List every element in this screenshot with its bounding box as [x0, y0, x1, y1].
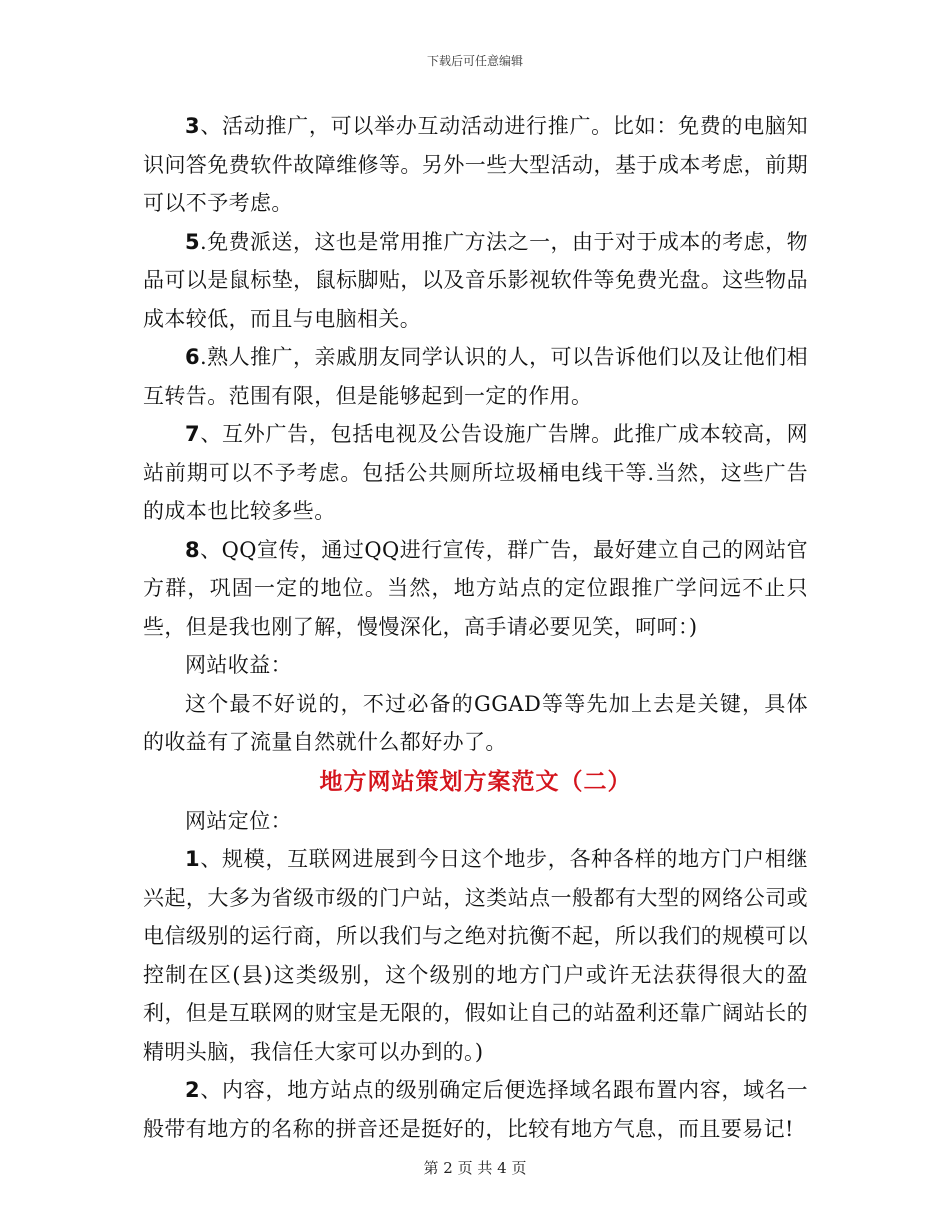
item-number: 2: [185, 1078, 201, 1102]
paragraph-text: .熟人推广，亲戚朋友同学认识的人，可以告诉他们以及让他们相互转告。范围有限，但是能够起到一定的作用。: [143, 345, 808, 408]
paragraph-text: 、活动推广，可以举办互动活动进行推广。比如：免费的电脑知识问答免费软件故障维修等。另外一些大型活动，基于成本考虑，前期可以不予考虑。: [143, 114, 808, 215]
paragraph-promo-6: [143, 338, 808, 415]
item-number: 1: [185, 847, 201, 871]
paragraph-text: 、互外广告，包括电视及公告设施广告牌。此推广成本较高，网站前期可以不予考虑。包括公共厕所垃圾桶电线干等.当然，这些广告的成本也比较多些。: [143, 422, 808, 523]
paragraph-content: [143, 1071, 808, 1148]
paragraph-promo-5: [143, 223, 808, 339]
paragraph-text: 、QQ宣传，通过QQ进行宣传，群广告，最好建立自己的网站官方群，巩固一定的地位。当然，地方站点的定位跟推广学问远不止只些，但是我也刚了解，慢慢深化，高手请必要见笑，呵呵：): [143, 537, 808, 639]
paragraph-text: 这个最不好说的，不过必备的GGAD等等先加上去是关键，具体的收益有了流量自然就什么都好办了。: [143, 691, 808, 754]
paragraph-scale: [143, 840, 808, 1071]
page-header: 下载后可任意编辑: [426, 54, 523, 68]
paragraph-text: 、内容，地方站点的级别确定后便选择域名跟布置内容，域名一般带有地方的名称的拼音还是挺好的，比较有地方气息，而且要易记!: [143, 1078, 808, 1141]
paragraph-text: 网站定位：: [185, 808, 292, 833]
item-number: 6: [185, 345, 201, 369]
paragraph-promo-8: [143, 531, 808, 647]
paragraph-text: .免费派送，这也是常用推广方法之一，由于对于成本的考虑，物品可以是鼠标垫，鼠标脚贴，以及音乐影视软件等免费光盘。这些物品成本较低，而且与电脑相关。: [143, 229, 808, 331]
paragraph-promo-3: [143, 107, 808, 223]
paragraph-text: 、规模，互联网进展到今日这个地步，各种各样的地方门户相继兴起，大多为省级市级的门户站，这类站点一般都有大型的网络公司或电信级别的运行商，所以我们与之绝对抗衡不起，所以我们的规模可以控制在区(县)这类级别，这个级别的地方门户或许无法获得很大的盈利，但是互联网的财宝是无限的，假如让自己的站盈利还靠广阔站长的精明头脑，我信任大家可以办到的。): [143, 847, 808, 1064]
paragraph-promo-7: [143, 415, 808, 531]
paragraph-positioning-heading: [143, 802, 808, 841]
section-title: 地方网站策划方案范文（二）: [319, 767, 632, 795]
document-body: [143, 107, 808, 1148]
paragraph-revenue-heading: [143, 646, 808, 685]
item-number: 3: [185, 114, 201, 138]
item-number: 7: [185, 422, 201, 446]
paragraph-revenue: [143, 685, 808, 762]
item-number: 8: [185, 537, 201, 562]
item-number: 5: [185, 229, 201, 254]
paragraph-text: 网站收益：: [185, 653, 292, 677]
page-footer: 第 2 页 共 4 页: [423, 1159, 527, 1177]
